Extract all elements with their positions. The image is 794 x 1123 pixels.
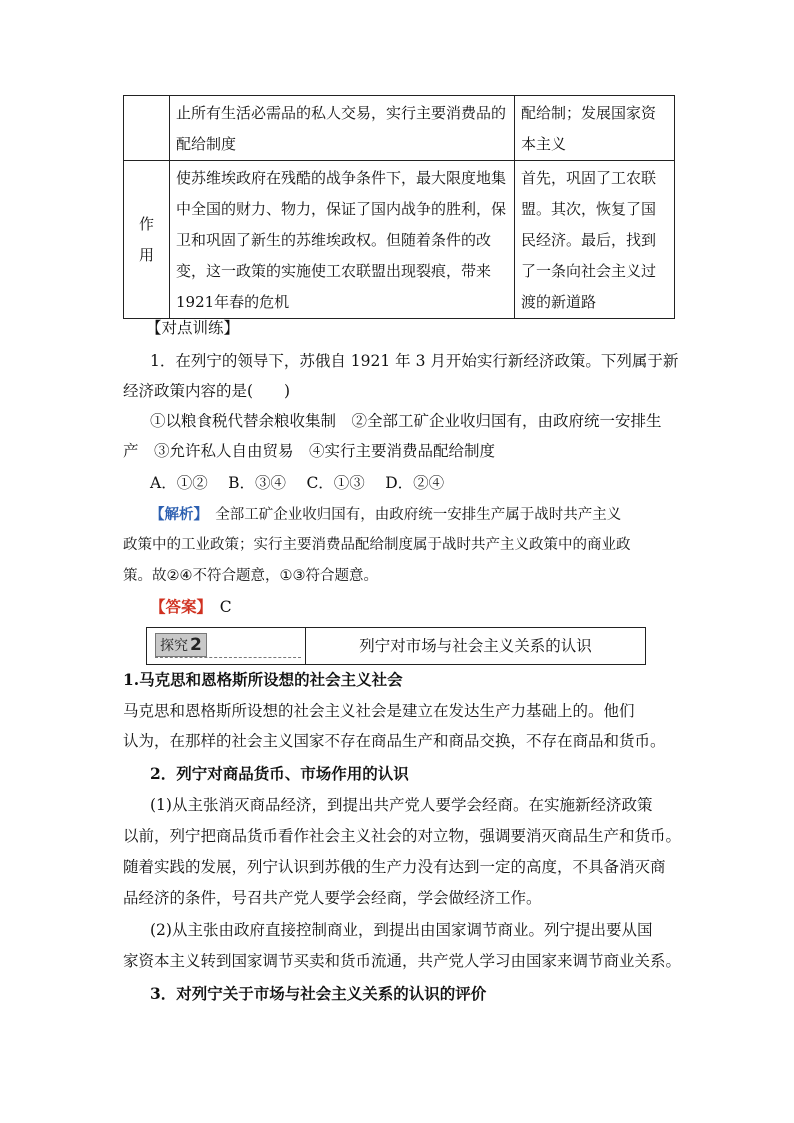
- question-line: 经济政策内容的是( ): [123, 382, 291, 400]
- row-label-char: 作: [138, 214, 154, 233]
- question-line: 1．在列宁的领导下，苏俄自 1921 年 3 月开始实行新经济政策。下列属于新: [150, 352, 679, 370]
- body-line: 认为，在那样的社会主义国家不存在商品生产和商品交换，不存在商品和货币。: [123, 732, 666, 750]
- nep-effect-cell: 首先，巩固了工农联盟。其次，恢复了国民经济。最后，找到了一条向社会主义过渡的新道路: [515, 161, 675, 319]
- answer-value: C: [204, 598, 232, 616]
- body-line: 家资本主义转到国家调节买卖和货币流通，共产党人学习由国家来调节商业关系。: [123, 952, 682, 970]
- choices-line: A．①② B．③④ C．①③ D．②④: [150, 474, 445, 492]
- body-line: (2)从主张由政府直接控制商业，到提出由国家调节商业。列宁提出要从国: [150, 921, 653, 939]
- practice-header: 【对点训练】: [146, 319, 240, 337]
- answer-label: 【答案】: [150, 598, 205, 616]
- policy-comparison-table: [123, 95, 675, 319]
- body-line: 马克思和恩格斯所设想的社会主义社会是建立在发达生产力基础上的。他们: [123, 702, 635, 720]
- body-line: 以前，列宁把商品货币看作社会主义社会的对立物，强调要消灭商品生产和货币。: [123, 827, 682, 845]
- section-heading: 2．列宁对商品货币、市场作用的认识: [150, 764, 409, 783]
- options-line: ①以粮食税代替余粮收集制 ②全部工矿企业收归国有，由政府统一安排生: [150, 412, 662, 430]
- inquiry-title: 列宁对市场与社会主义关系的认识: [359, 637, 592, 655]
- section-heading: 3．对列宁关于市场与社会主义关系的认识的评价: [150, 984, 487, 1003]
- section-heading: 1.马克思和恩格斯所设想的社会主义社会: [123, 670, 403, 689]
- inquiry-badge: [155, 633, 207, 657]
- row-label-char: 用: [138, 245, 154, 264]
- inquiry-badge-area: [147, 628, 306, 664]
- war-communism-cell: 止所有生活必需品的私人交易，实行主要消费品的配给制度: [170, 96, 515, 161]
- analysis-line: [150, 500, 621, 531]
- row-label-cell: [124, 96, 170, 161]
- inquiry-badge-number: 2: [190, 635, 202, 655]
- row-label-cell: [124, 161, 170, 319]
- analysis-text: 全部工矿企业收归国有，由政府统一安排生产属于战时共产主义: [200, 507, 622, 523]
- analysis-line: 政策中的工业政策；实行主要消费品配给制度属于战时共产主义政策中的商业政: [123, 537, 631, 553]
- inquiry-divider: [155, 657, 301, 658]
- body-line: 品经济的条件，号召共产党人要学会经商，学会做经济工作。: [123, 889, 542, 907]
- table-row: [124, 161, 675, 319]
- answer-line: [150, 592, 232, 623]
- table-row: [124, 96, 675, 161]
- inquiry-badge-text: 探究: [160, 638, 188, 654]
- analysis-line: 策。故②④不符合题意，①③符合题意。: [123, 568, 378, 584]
- inquiry-banner: [146, 627, 646, 665]
- body-line: 随着实践的发展，列宁认识到苏俄的生产力没有达到一定的高度，不具备消灭商: [123, 858, 666, 876]
- nep-cell: 配给制；发展国家资本主义: [515, 96, 675, 161]
- war-communism-effect-cell: 使苏维埃政府在残酷的战争条件下，最大限度地集中全国的财力、物力，保证了国内战争的胜利，保卫和巩固了新生的苏维埃政权。但随着条件的改变，这一政策的实施使工农联盟出现裂痕，带来1921年春的危机: [170, 161, 515, 319]
- analysis-label: 【解析】: [150, 507, 201, 523]
- options-line: 产 ③允许私人自由贸易 ④实行主要消费品配给制度: [123, 442, 496, 460]
- body-line: (1)从主张消灭商品经济，到提出共产党人要学会经商。在实施新经济政策: [150, 796, 653, 814]
